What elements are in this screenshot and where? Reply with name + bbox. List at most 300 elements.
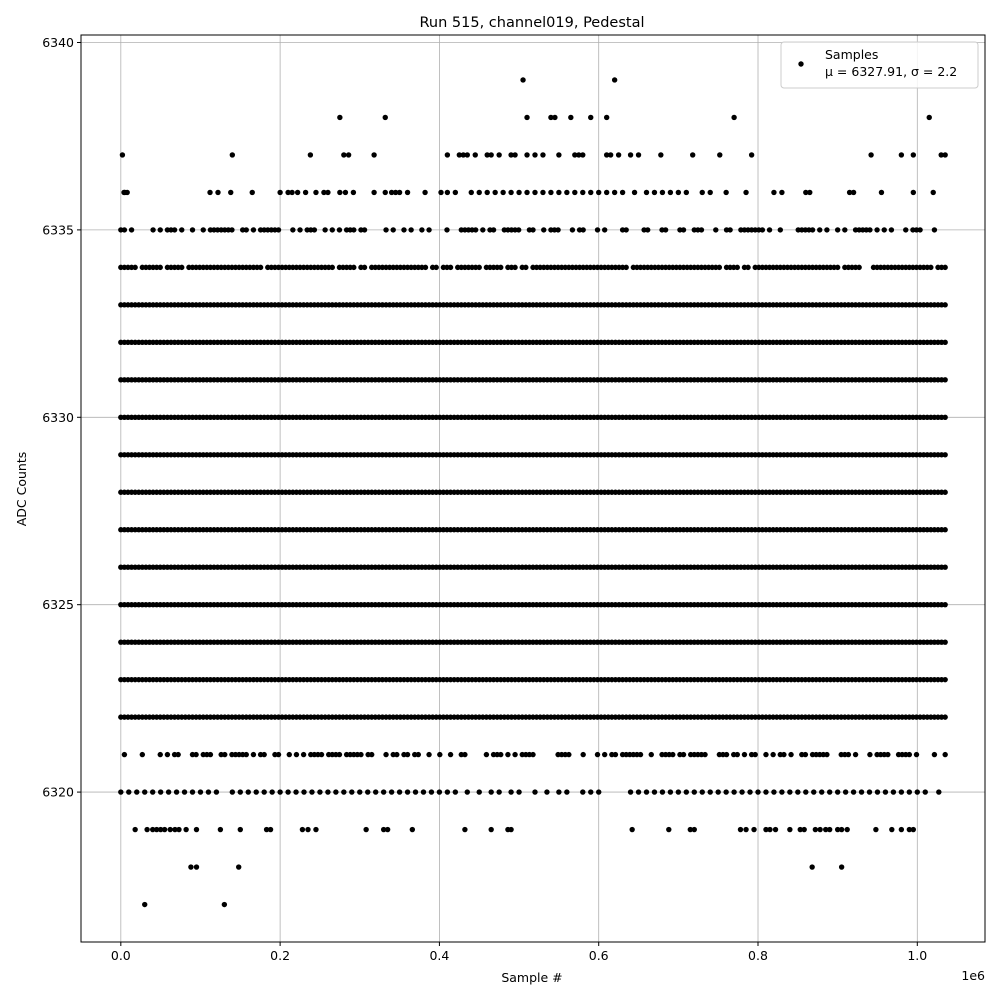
data-point xyxy=(268,827,273,832)
data-point xyxy=(277,190,282,195)
data-point xyxy=(755,789,760,794)
data-point xyxy=(276,752,281,757)
data-point xyxy=(572,190,577,195)
data-point xyxy=(532,152,537,157)
data-point xyxy=(676,190,681,195)
data-point xyxy=(770,752,775,757)
legend-entry-stats: μ = 6327.91, σ = 2.2 xyxy=(825,64,958,79)
data-point xyxy=(700,190,705,195)
data-point xyxy=(570,227,575,232)
data-point xyxy=(708,789,713,794)
data-point xyxy=(604,190,609,195)
data-point xyxy=(300,827,305,832)
data-point xyxy=(767,827,772,832)
data-point xyxy=(383,190,388,195)
data-point xyxy=(676,789,681,794)
data-point xyxy=(827,789,832,794)
data-point xyxy=(426,752,431,757)
data-point xyxy=(708,190,713,195)
data-point xyxy=(915,789,920,794)
x-axis xyxy=(111,942,927,963)
data-point xyxy=(663,227,668,232)
data-point xyxy=(477,789,482,794)
data-point xyxy=(787,827,792,832)
data-point xyxy=(351,190,356,195)
data-point xyxy=(313,827,318,832)
data-point xyxy=(700,789,705,794)
data-point xyxy=(244,227,249,232)
y-tick-label: 6330 xyxy=(42,409,74,425)
data-point xyxy=(760,227,765,232)
data-point xyxy=(835,265,840,270)
data-point xyxy=(824,227,829,232)
data-point xyxy=(942,527,947,532)
data-point xyxy=(749,152,754,157)
data-point xyxy=(779,789,784,794)
data-point xyxy=(251,752,256,757)
data-point xyxy=(727,227,732,232)
data-point xyxy=(660,190,665,195)
data-point xyxy=(595,227,600,232)
data-point xyxy=(492,190,497,195)
data-point xyxy=(540,152,545,157)
data-point xyxy=(293,789,298,794)
data-point xyxy=(337,115,342,120)
data-point xyxy=(612,77,617,82)
data-point xyxy=(942,452,947,457)
data-point xyxy=(371,190,376,195)
data-point xyxy=(363,827,368,832)
x-tick-label: 0.2 xyxy=(270,948,291,963)
data-point xyxy=(628,152,633,157)
data-point xyxy=(911,827,916,832)
data-point xyxy=(238,789,243,794)
data-point xyxy=(305,827,310,832)
y-axis-label: ADC Counts xyxy=(14,451,29,527)
data-point xyxy=(301,752,306,757)
data-point xyxy=(422,190,427,195)
data-point xyxy=(408,227,413,232)
x-tick-label: 0.8 xyxy=(748,948,768,963)
data-point xyxy=(437,789,442,794)
data-point xyxy=(158,752,163,757)
data-point xyxy=(753,752,758,757)
data-point xyxy=(771,190,776,195)
data-point xyxy=(438,190,443,195)
data-point xyxy=(636,152,641,157)
data-point xyxy=(652,190,657,195)
data-point xyxy=(885,752,890,757)
data-point xyxy=(498,265,503,270)
data-point xyxy=(512,752,517,757)
data-point xyxy=(602,752,607,757)
data-point xyxy=(668,190,673,195)
data-point xyxy=(899,789,904,794)
data-point xyxy=(444,227,449,232)
data-point xyxy=(416,752,421,757)
y-axis xyxy=(42,35,81,800)
data-point xyxy=(684,190,689,195)
data-point xyxy=(580,752,585,757)
data-point xyxy=(942,415,947,420)
data-point xyxy=(596,190,601,195)
data-point xyxy=(473,152,478,157)
data-point xyxy=(389,789,394,794)
data-point xyxy=(512,265,517,270)
data-point xyxy=(448,752,453,757)
data-point xyxy=(843,789,848,794)
data-point xyxy=(508,789,513,794)
data-point xyxy=(182,789,187,794)
data-point xyxy=(190,789,195,794)
data-point xyxy=(731,789,736,794)
data-point xyxy=(469,190,474,195)
data-point xyxy=(588,115,593,120)
data-point xyxy=(516,227,521,232)
data-point xyxy=(735,752,740,757)
data-point xyxy=(903,227,908,232)
data-point xyxy=(369,752,374,757)
data-point xyxy=(254,789,259,794)
data-point xyxy=(285,789,290,794)
data-point xyxy=(172,227,177,232)
data-point xyxy=(743,190,748,195)
data-point xyxy=(150,789,155,794)
data-point xyxy=(276,227,281,232)
data-point xyxy=(134,789,139,794)
data-point xyxy=(508,827,513,832)
data-point xyxy=(473,227,478,232)
data-point xyxy=(201,227,206,232)
data-point xyxy=(391,227,396,232)
data-point xyxy=(636,789,641,794)
data-point xyxy=(846,752,851,757)
data-point xyxy=(596,789,601,794)
data-point xyxy=(602,227,607,232)
data-point xyxy=(882,227,887,232)
data-point xyxy=(942,565,947,570)
data-point xyxy=(258,265,263,270)
data-point xyxy=(325,190,330,195)
data-point xyxy=(313,190,318,195)
data-point xyxy=(215,190,220,195)
data-point xyxy=(681,752,686,757)
data-point xyxy=(207,190,212,195)
data-point xyxy=(277,789,282,794)
data-point xyxy=(453,190,458,195)
data-point xyxy=(301,789,306,794)
data-point xyxy=(523,265,528,270)
data-point xyxy=(580,152,585,157)
data-point xyxy=(346,152,351,157)
data-point xyxy=(244,752,249,757)
x-tick-label: 1.0 xyxy=(907,948,928,963)
data-point xyxy=(658,152,663,157)
data-point xyxy=(668,789,673,794)
data-point xyxy=(194,827,199,832)
data-point xyxy=(383,227,388,232)
y-tick-label: 6320 xyxy=(42,784,74,800)
data-point xyxy=(162,827,167,832)
data-point xyxy=(883,789,888,794)
data-point xyxy=(613,752,618,757)
data-point xyxy=(222,752,227,757)
data-point xyxy=(269,789,274,794)
data-point xyxy=(907,752,912,757)
data-point xyxy=(845,827,850,832)
data-point xyxy=(899,827,904,832)
data-point xyxy=(927,115,932,120)
data-point xyxy=(699,227,704,232)
data-point xyxy=(874,227,879,232)
data-point xyxy=(835,227,840,232)
data-point xyxy=(358,752,363,757)
data-point xyxy=(530,227,535,232)
y-tick-label: 6340 xyxy=(42,34,74,50)
data-point xyxy=(851,190,856,195)
data-point xyxy=(349,789,354,794)
data-point xyxy=(795,789,800,794)
data-point xyxy=(811,789,816,794)
data-point xyxy=(928,265,933,270)
data-point xyxy=(236,864,241,869)
data-point xyxy=(362,265,367,270)
data-point xyxy=(251,227,256,232)
data-point xyxy=(773,827,778,832)
data-point xyxy=(802,827,807,832)
data-point xyxy=(194,864,199,869)
data-point xyxy=(548,190,553,195)
data-point xyxy=(120,152,125,157)
data-point xyxy=(516,789,521,794)
x-tick-label: 0.4 xyxy=(429,948,450,963)
legend-marker xyxy=(798,61,803,66)
data-point xyxy=(751,827,756,832)
data-point xyxy=(144,827,149,832)
data-point xyxy=(713,227,718,232)
data-point xyxy=(743,827,748,832)
data-point xyxy=(477,190,482,195)
data-point xyxy=(488,152,493,157)
data-point xyxy=(413,789,418,794)
data-point xyxy=(238,827,243,832)
data-point xyxy=(723,190,728,195)
data-point xyxy=(931,190,936,195)
data-point xyxy=(684,789,689,794)
data-point xyxy=(303,190,308,195)
data-point xyxy=(122,227,127,232)
y-tick-label: 6335 xyxy=(42,222,74,238)
data-point xyxy=(520,77,525,82)
data-point xyxy=(891,789,896,794)
data-point xyxy=(856,265,861,270)
data-point xyxy=(496,789,501,794)
data-point xyxy=(867,789,872,794)
data-point xyxy=(397,789,402,794)
data-point xyxy=(580,190,585,195)
data-point xyxy=(165,752,170,757)
data-point xyxy=(660,789,665,794)
data-point xyxy=(477,265,482,270)
data-point xyxy=(645,227,650,232)
data-point xyxy=(942,490,947,495)
data-point xyxy=(702,752,707,757)
data-point xyxy=(317,789,322,794)
data-point xyxy=(731,115,736,120)
data-point xyxy=(932,227,937,232)
data-point xyxy=(405,752,410,757)
data-point xyxy=(175,752,180,757)
data-point xyxy=(747,789,752,794)
data-point xyxy=(767,227,772,232)
data-point xyxy=(325,789,330,794)
data-point xyxy=(670,752,675,757)
y-tick-label: 6325 xyxy=(42,597,74,613)
data-point xyxy=(652,789,657,794)
data-point xyxy=(628,789,633,794)
data-point xyxy=(308,152,313,157)
data-point xyxy=(532,789,537,794)
data-point xyxy=(423,265,428,270)
data-point xyxy=(445,190,450,195)
data-point xyxy=(445,789,450,794)
data-point xyxy=(566,752,571,757)
data-point xyxy=(319,752,324,757)
data-point xyxy=(437,752,442,757)
data-point xyxy=(638,752,643,757)
data-point xyxy=(371,152,376,157)
data-point xyxy=(724,752,729,757)
legend xyxy=(781,42,978,88)
data-point xyxy=(787,789,792,794)
data-point xyxy=(842,227,847,232)
data-point xyxy=(788,752,793,757)
data-point xyxy=(343,190,348,195)
data-point xyxy=(465,152,470,157)
data-point xyxy=(158,789,163,794)
data-point xyxy=(373,789,378,794)
data-point xyxy=(448,265,453,270)
data-point xyxy=(524,190,529,195)
data-point xyxy=(942,265,947,270)
x-axis-offset-label: 1e6 xyxy=(961,968,985,983)
data-point xyxy=(405,789,410,794)
data-point xyxy=(745,265,750,270)
data-point xyxy=(564,190,569,195)
data-point xyxy=(803,752,808,757)
data-point xyxy=(445,152,450,157)
data-point xyxy=(813,827,818,832)
data-point xyxy=(287,752,292,757)
data-point xyxy=(942,340,947,345)
data-point xyxy=(330,227,335,232)
data-point xyxy=(524,115,529,120)
data-point xyxy=(853,752,858,757)
data-point xyxy=(505,752,510,757)
data-point xyxy=(873,827,878,832)
data-point xyxy=(118,789,123,794)
data-point xyxy=(295,190,300,195)
data-point xyxy=(530,752,535,757)
data-point xyxy=(362,227,367,232)
data-point xyxy=(540,190,545,195)
data-point xyxy=(190,227,195,232)
data-point xyxy=(839,864,844,869)
data-point xyxy=(512,152,517,157)
data-point xyxy=(312,227,317,232)
data-point xyxy=(807,190,812,195)
data-point xyxy=(715,789,720,794)
data-point xyxy=(620,190,625,195)
data-point xyxy=(717,152,722,157)
data-point xyxy=(942,377,947,382)
data-point xyxy=(942,152,947,157)
data-point xyxy=(383,752,388,757)
plot-frame xyxy=(81,35,985,942)
data-point xyxy=(122,752,127,757)
data-point xyxy=(142,902,147,907)
data-point xyxy=(604,115,609,120)
data-point xyxy=(690,152,695,157)
data-point xyxy=(923,789,928,794)
data-point xyxy=(942,302,947,307)
data-point xyxy=(781,752,786,757)
data-point xyxy=(462,827,467,832)
data-point xyxy=(936,789,941,794)
data-point xyxy=(496,152,501,157)
data-point xyxy=(692,827,697,832)
data-point xyxy=(168,827,173,832)
data-point xyxy=(176,827,181,832)
data-point xyxy=(778,227,783,232)
data-point xyxy=(763,752,768,757)
data-point xyxy=(183,827,188,832)
data-point xyxy=(289,190,294,195)
data-point xyxy=(142,789,147,794)
data-point xyxy=(261,789,266,794)
data-point xyxy=(166,789,171,794)
data-point xyxy=(942,639,947,644)
data-point xyxy=(126,789,131,794)
data-point xyxy=(337,190,342,195)
data-point xyxy=(907,789,912,794)
data-point xyxy=(140,752,145,757)
data-point xyxy=(179,265,184,270)
data-point xyxy=(524,152,529,157)
data-point xyxy=(228,190,233,195)
x-axis-label: Sample # xyxy=(501,970,563,985)
data-point xyxy=(779,190,784,195)
data-point xyxy=(230,789,235,794)
data-point xyxy=(629,827,634,832)
data-point xyxy=(932,752,937,757)
data-point xyxy=(434,265,439,270)
data-point xyxy=(426,227,431,232)
data-point xyxy=(230,152,235,157)
grid xyxy=(81,35,985,942)
data-point xyxy=(942,602,947,607)
data-point xyxy=(580,227,585,232)
data-point xyxy=(914,752,919,757)
data-point xyxy=(508,190,513,195)
data-point xyxy=(544,789,549,794)
data-point xyxy=(401,227,406,232)
data-point xyxy=(158,265,163,270)
data-point xyxy=(771,789,776,794)
data-point xyxy=(632,190,637,195)
data-point xyxy=(309,789,314,794)
data-point xyxy=(218,827,223,832)
